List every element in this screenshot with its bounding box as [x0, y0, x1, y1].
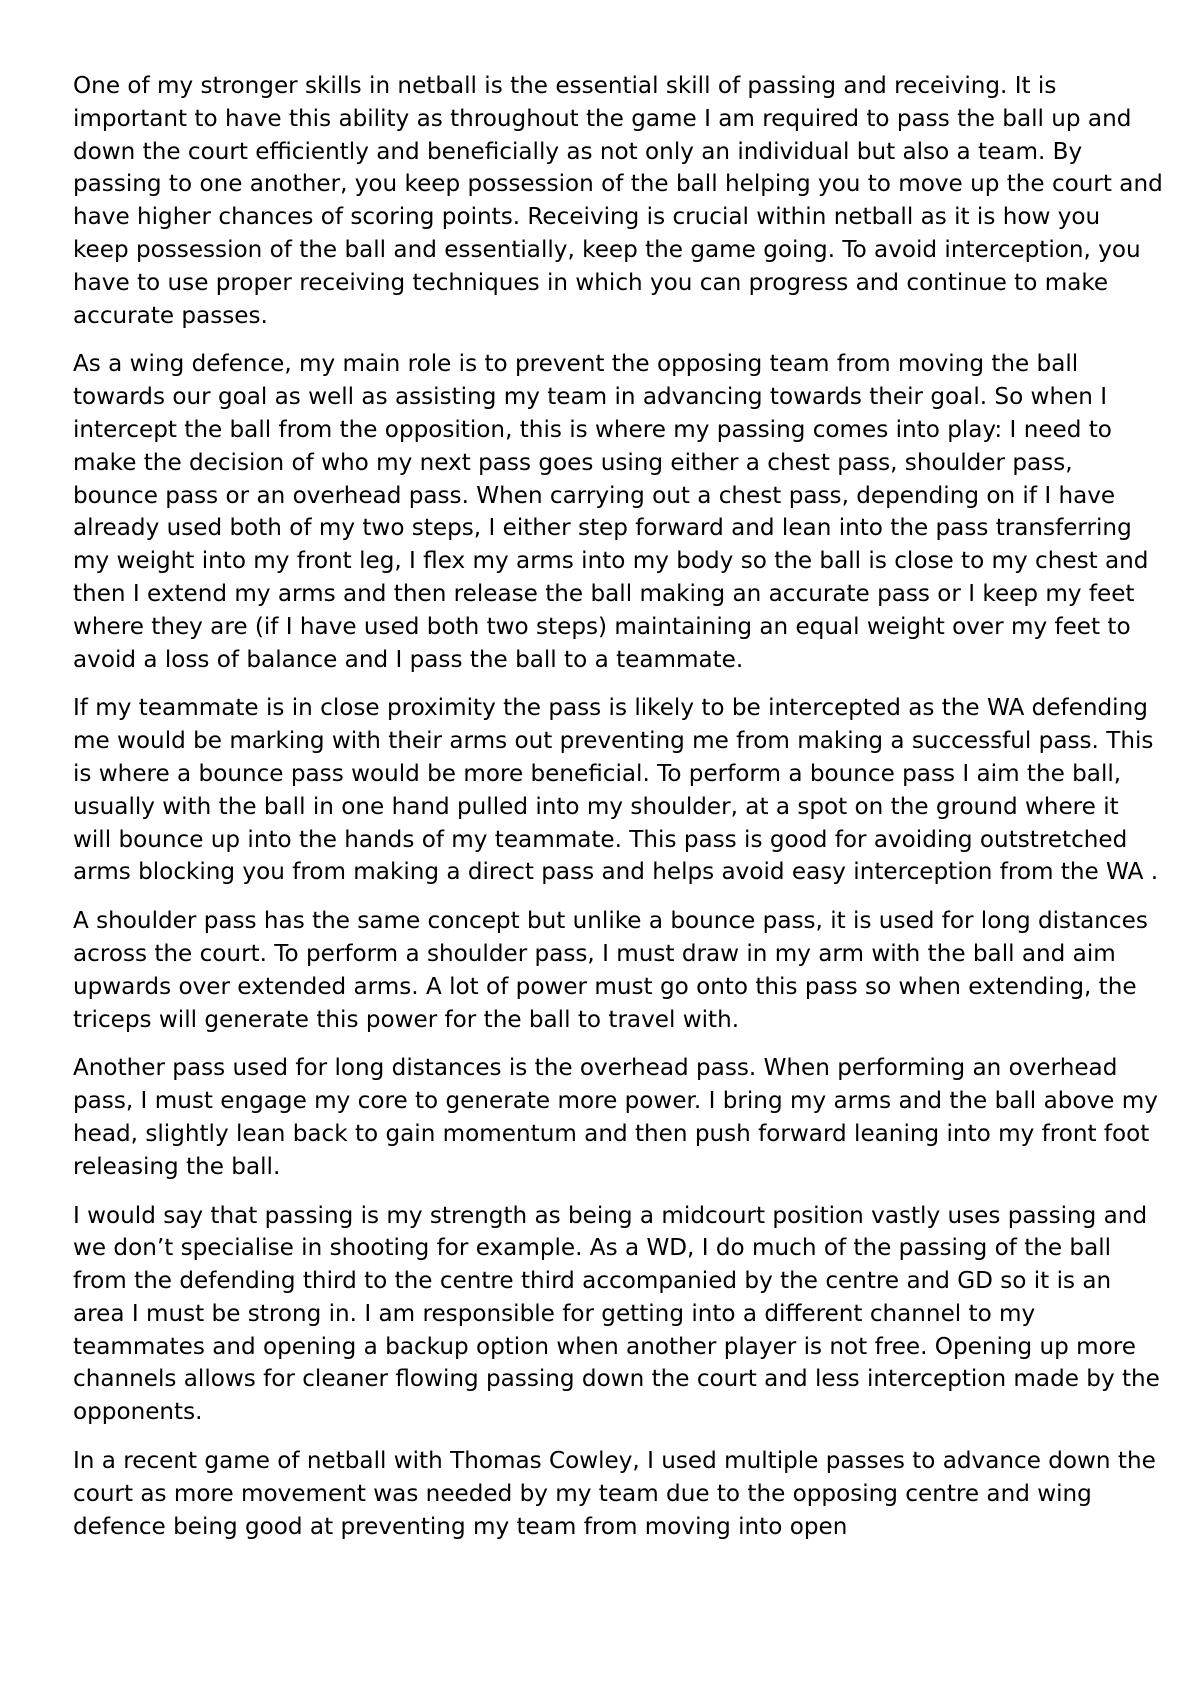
paragraph-passing-strength: I would say that passing is my strength as being a midcourt position vastly uses passing and we don’t specialise in shooting for example. As a WD, I do much of the passing of the ball from the defending third to the centre third accompanied by the centre and GD so it is an area I must be strong in. I am responsible for getting into a different channel to my teammates and opening a backup option when another player is not free. Opening up more channels allows for cleaner flowing passing down the court and less interception made by the opponents. [73, 1202, 1160, 1426]
document-body [73, 70, 1163, 1543]
paragraph-bounce-pass: If my teammate is in close proximity the pass is likely to be intercepted as the WA defending me would be marking with their arms out preventing me from making a successful pass. This is where a bounce pass would be more beneficial. To perform a bounce pass I aim the ball, usually with the ball in one hand pulled into my shoulder, at a spot on the ground where it will bounce up into the hands of my teammate. This pass is good for avoiding outstretched arms blocking you from making a direct pass and helps avoid easy interception from the WA . [73, 695, 1159, 886]
paragraph-shoulder-pass: A shoulder pass has the same concept but unlike a bounce pass, it is used for long distances across the court. To perform a shoulder pass, I must draw in my arm with the ball and aim upwards over extended arms. A lot of power must go onto this pass so when extending, the triceps will generate this power for the ball to travel with. [73, 908, 1148, 1033]
paragraph-passing-receiving: One of my stronger skills in netball is the essential skill of passing and receiving. It is important to have this ability as throughout the game I am required to pass the ball up and down the court efficiently and beneficially as not only an individual but also a team. By passing to one another, you keep possession of the ball helping you to move up the court and have higher chances of scoring points. Receiving is crucial within netball as it is how you keep possession of the ball and essentially, keep the game going. To avoid interception, you have to use proper receiving techniques in which you can progress and continue to make accurate passes. [73, 73, 1163, 329]
paragraph-overhead-pass: Another pass used for long distances is the overhead pass. When performing an overhead pass, I must engage my core to generate more power. I bring my arms and the ball above my head, slightly lean back to gain momentum and then push forward leaning into my front foot releasing the ball. [73, 1055, 1158, 1180]
paragraph-recent-game: In a recent game of netball with Thomas Cowley, I used multiple passes to advance down the court as more movement was needed by my team due to the opposing centre and wing defence being good at preventing my team from moving into open [73, 1448, 1156, 1540]
paragraph-wing-defence-role: As a wing defence, my main role is to prevent the opposing team from moving the ball towards our goal as well as assisting my team in advancing towards their goal. So when I intercept the ball from the opposition, this is where my passing comes into play: I need to make the decision of who my next pass goes using either a chest pass, shoulder pass, bounce pass or an overhead pass. When carrying out a chest pass, depending on if I have already used both of my two steps, I either step forward and lean into the pass transferring my weight into my front leg, I flex my arms into my body so the ball is close to my chest and then I extend my arms and then release the ball making an accurate pass or I keep my feet where they are (if I have used both two steps) maintaining an equal weight over my feet to avoid a loss of balance and I pass the ball to a teammate. [73, 351, 1149, 673]
